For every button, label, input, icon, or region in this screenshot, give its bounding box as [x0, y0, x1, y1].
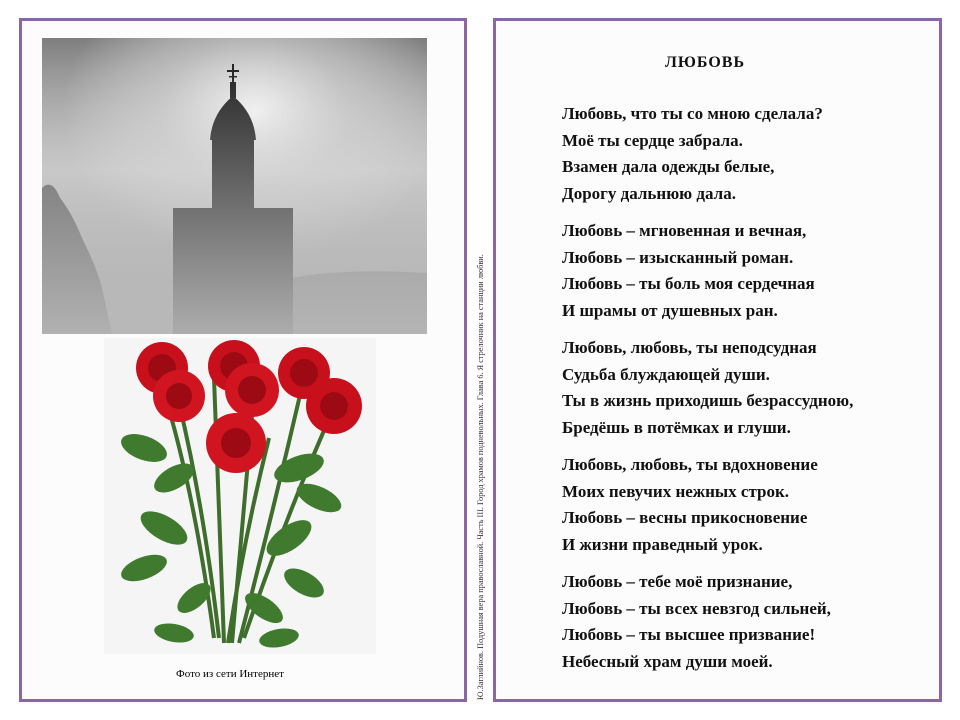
- poem-line: Любовь – мгновенная и вечная,: [562, 221, 807, 240]
- poem-line: Любовь – изысканный роман.: [562, 247, 794, 267]
- poem-line: Любовь – ты всех невзгод сильней,: [562, 598, 831, 618]
- poem-line: И жизни праведный урок.: [562, 534, 763, 554]
- poem-line: Моих певучих нежных строк.: [562, 481, 790, 501]
- stanza: [562, 569, 937, 675]
- poem-line: Судьба блуждающей души.: [562, 364, 770, 384]
- roses-photo: [104, 338, 376, 654]
- poem-line: Ты в жизнь приходишь безрассудною,: [562, 391, 854, 410]
- poem-line: Любовь – ты высшее призвание!: [562, 625, 816, 644]
- poem-line: Любовь, любовь, ты вдохновение: [562, 455, 818, 474]
- stanza: [562, 335, 937, 441]
- poem-line: Моё ты сердце забрала.: [562, 130, 743, 150]
- poem-line: Любовь, что ты со мною сделала?: [562, 104, 823, 123]
- poem-line: Взамен дала одежды белые,: [562, 157, 775, 176]
- poem-line: Небесный храм души моей.: [562, 651, 773, 671]
- poem-line: Дорогу дальнюю дала.: [562, 183, 736, 203]
- poem-line: Любовь, любовь, ты неподсудная: [562, 338, 817, 357]
- stanza: [562, 101, 937, 207]
- photo-caption: Фото из сети Интернет: [176, 668, 284, 680]
- church-photo: [42, 38, 427, 334]
- stanza: [562, 452, 937, 558]
- stanza: [562, 218, 937, 324]
- poem-line: Любовь – тебе моё признание,: [562, 572, 793, 591]
- poem-line: Бредёшь в потёмках и глуши.: [562, 417, 791, 437]
- poem-line: И шрамы от душевных ран.: [562, 300, 778, 320]
- poem-body: [562, 101, 937, 686]
- poem-line: Любовь – ты боль моя сердечная: [562, 274, 815, 293]
- poem-title: ЛЮБОВЬ: [664, 54, 746, 71]
- side-note: Ю.Заглийнов. Подушная вера православной. Часть III. Город храмов подневольных. Глава 6. Я стрелочник на станции любви.: [476, 254, 485, 700]
- poem-line: Любовь – весны прикосновение: [562, 508, 808, 527]
